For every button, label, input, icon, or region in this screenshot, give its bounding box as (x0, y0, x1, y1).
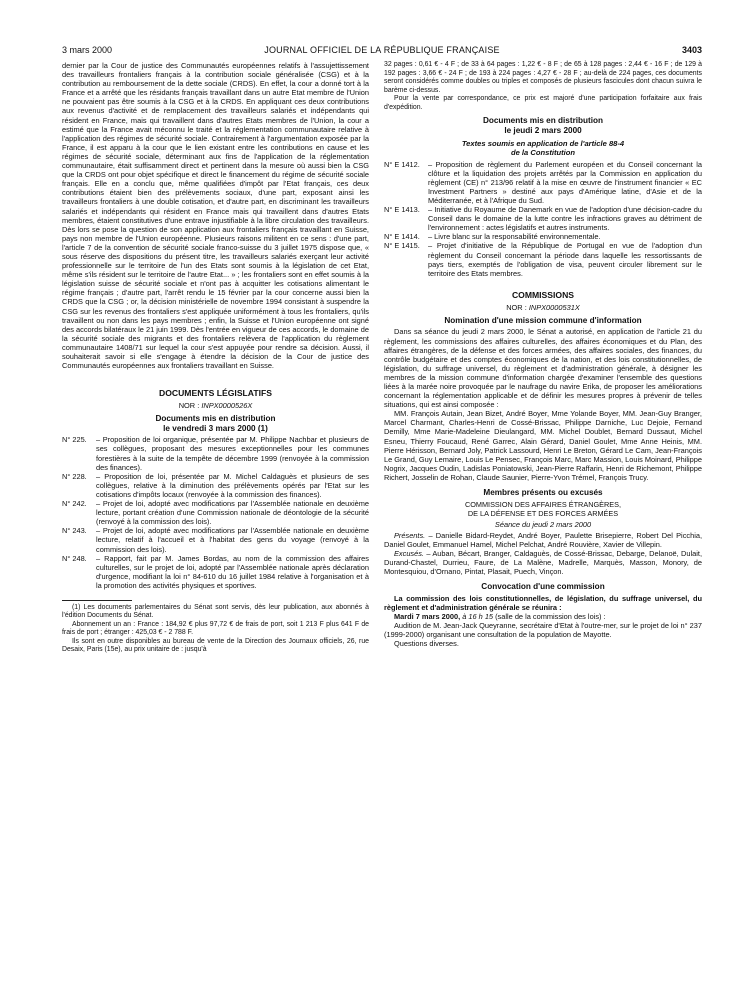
header-title: JOURNAL OFFICIEL DE LA RÉPUBLIQUE FRANÇAISE (264, 45, 500, 55)
document-item: N° 225. – Proposition de loi organique, présentée par M. Philippe Nachbar et plusieurs de ses collègues, proposant des mesures exceptionnelles pour les communes forestières à la suite de la tempête de décembre 1999 (renvoyée à la commission des finances). (62, 435, 369, 472)
footnote-sales: Ils sont en outre disponibles au bureau de vente de la Direction des Journaux officiels, 26, rue Desaix, Paris (15e), au prix unitaire de : jusqu'à (62, 637, 369, 654)
document-item: N° 243. – Projet de loi, adopté avec modifications par l'Assemblée nationale en deuxième lecture, relatif à l'accueil et à l'habitat des gens du voyage (renvoyé à la commission des lois). (62, 526, 369, 554)
questions-diverses: Questions diverses. (394, 639, 459, 649)
texts-title: Textes soumis en application de l'article 88-4 (461, 139, 625, 149)
commission-name-continued: DE LA DÉFENSE ET DES FORCES ARMÉES (467, 508, 619, 518)
document-item: N° 228. – Proposition de loi, présentée par M. Michel Caldaguès et plusieurs de ses collègues, relative à la diminution des prélèvements opérés par l'Etat sur les cotisations d'impôts locaux (renvoyée à la commission des finances). (62, 471, 369, 499)
footnote-divider (62, 600, 132, 601)
convocation-date: Mardi 7 mars 2000, à 16 h 15 (salle de la commission des lois) : (394, 611, 606, 621)
price-scale: 32 pages : 0,61 € - 4 F ; de 33 à 64 pages : 1,22 € - 8 F ; de 65 à 128 pages : 2,44 € - 16 F ; de 129 à 192 pages : 3,66 € - 24 F ; de 193 à 224 pages : 4,27 € - 28 F ; au-delà de 224 pages, ces documents seront considérés comme doubles ou triples et composés de plusieurs fascicules dont chacun suivra le barème ci-dessus. (384, 61, 702, 94)
e-document-item: N° E 1412. – Proposition de règlement du Parlement européen et du Conseil concernant la clôture et la liquidation des projets arrêtés par la Commission en application du règlement (CE) n° 213/96 relatif à la mise en œuvre de l'instrument financier « EC Investment Partners » destiné aux pays d'Amérique latine, d'Asie et de la Méditerranée, et à l'Afrique du Sud. (384, 159, 702, 205)
excuses-paragraph: Excusés. – Auban, Bécart, Branger, Caldaguès, de Cossé-Brissac, Debarge, Delanoë, Dulait, Durand-Chastel, Durrieu, Faure, de La Malène, Madrelle, Marquès, Masson, Monory, de Montesquiou, d'Ornano, Pintat, Plasait, Puech, Vinçon. (384, 548, 702, 577)
seance-date: Séance du jeudi 2 mars 2000 (494, 519, 592, 529)
e-document-item: N° E 1413. – Initiative du Royaume de Danemark en vue de l'adoption d'une décision-cadre du Conseil dans le domaine de la lutte contre les infractions graves au détriment de l'environnement : actes législatifs et autres instruments. (384, 205, 702, 233)
mission-text: Dans sa séance du jeudi 2 mars 2000, le Sénat a autorisé, en application de l'article 21 du règlement, les commissions des affaires culturelles, des affaires économiques et du Plan, des affaires étrangères, de la défense et des forces armées, des affaires sociales, des finances, du contrôle budgétaire et des comptes économiques de la nation, et des lois constitutionnelles, de législation, du suffrage universel, du règlement et d'administration générale, à désigner les membres de la mission commune d'information chargée d'examiner l'ensemble des questions liées à la marée noire provoquée par le naufrage du navire Erika, de proposer les améliorations concernant la réglementation applicable et de définir les mesures propres à prévenir de telles situations, qui est ainsi composée : (384, 327, 702, 410)
distribution-date: le vendredi 3 mars 2000 (1) (163, 423, 268, 433)
running-header (62, 43, 702, 57)
presents-paragraph: Présents. – Danielle Bidard-Reydet, André Boyer, Paulette Brisepierre, Robert Del Picchia, Daniel Goulet, Emmanuel Hamel, Michel Pelchat, André Rouvière, Xavier de Villepin. (384, 530, 702, 549)
mission-members: MM. François Autain, Jean Bizet, André Boyer, Mme Yolande Boyer, MM. Jean-Guy Branger, Marcel Charmant, Charles-Henri de Cossé-Brissac, Philippe Darniche, Luc Dejoie, Fernand Demilly, Mme Marie-Madeleine Dieulangard, MM. Michel Doublet, Bernard Dussaut, Michel Esneu, Thierry Foucaud, René Garrec, Alain Gérard, Daniel Goulet, Mme Anne Heinis, MM. Pierre Hérisson, Bernard Joly, Patrick Lassourd, Henri Le Breton, Gérard Le Cam, Jean-François Le Grand, Guy Lemaire, Louis Le Pensec, François Marc, Marc Massion, Louis Moinard, Philippe Nogrix, Jacques Oudin, Ladislas Poniatowski, Jean-Pierre Raffarin, Henri de Richemont, Philippe Richert, Josselin de Rohan, Claude Saunier, Pierre-Yvon Trémel, François Trucy. (384, 409, 702, 482)
document-item: N° 248. – Rapport, fait par M. James Bordas, au nom de la commission des affaires culturelles, sur le projet de loi, adopté par l'Assemblée nationale après déclaration d'urgence, modifiant la loi n° 84-610 du 16 juillet 1984 relative à l'organisation et à la promotion des activités physiques et sportives. (62, 553, 369, 590)
section-title-documents-legislatifs: DOCUMENTS LÉGISLATIFS (159, 388, 272, 399)
header-date: 3 mars 2000 (62, 45, 113, 55)
convocation-title: Convocation d'une commission (481, 582, 605, 592)
convocation-commission: La commission des lois constitutionnelles, de législation, du suffrage universel, du règlement et d'administration générale se réunira : (384, 593, 702, 612)
members-title: Membres présents ou excusés (483, 488, 603, 497)
e-document-item: N° E 1415. – Projet d'initiative de la République de Portugal en vue de l'adoption d'un règlement du Conseil concernant la période dans laquelle les ressortissants de pays tiers, exemptés de l'obligation de visa, peuvent circuler librement sur le territoire des Etats membres. (384, 241, 702, 278)
section-title-commissions: COMMISSIONS (511, 289, 575, 300)
document-item: N° 242. – Projet de loi, adopté avec modifications par l'Assemblée nationale en deuxième lecture, portant création d'une Commission nationale de déontologie de la sécurité (renvoyé à la commission des lois). (62, 499, 369, 527)
price-note: Pour la vente par correspondance, ce prix est majoré d'une participation forfaitaire aux frais d'expédition. (384, 95, 702, 111)
nor-reference: NOR : INPX0000526X (178, 401, 253, 411)
header-page-number: 3403 (681, 45, 702, 55)
footnote-subscription: Abonnement un an : France : 184,92 € plus 97,72 € de frais de port, soit 1 213 F plus 641 F de frais de port ; étranger : 425,03 € - 2 788 F. (62, 620, 369, 637)
mission-title: Nomination d'une mission commune d'information (444, 315, 642, 325)
convocation-text: Audition de M. Jean-Jack Queyranne, secrétaire d'Etat à l'outre-mer, sur le projet de loi n° 237 (1999-2000) organisant une consultation de la population de Mayotte. (384, 621, 702, 640)
distribution-title: Documents mis en distribution (482, 116, 604, 125)
nor-reference: NOR : INPX0000531X (506, 302, 580, 312)
distribution-title: Documents mis en distribution (155, 414, 276, 424)
left-column (62, 61, 369, 655)
commission-name: COMMISSION DES AFFAIRES ÉTRANGÈRES, (464, 499, 622, 509)
distribution-date: le jeudi 2 mars 2000 (504, 125, 582, 135)
right-column (384, 61, 702, 648)
texts-title-constitution: de la Constitution (510, 148, 576, 158)
question-text: dernier par la Cour de justice des Communautés européennes relatifs à l'assujettissement des travailleurs frontaliers français à la contribution sociale généralisée (CSG) et à la contribution au remboursement de la dette sociale (CRDS). En effet, la cour a donné tort à la France et a arrêté que les résidants français travaillant dans un autre Etat membre de l'Union ne pouvaient pas être soumis à la CSG et à la CRDS. En appliquant ces deux contributions aux revenus d'activité et de remplacement des travailleurs salariés et indépendants qui résident en France, mais qui travaillent dans d'autres Etats membres de l'Union, la cour a estimé que la France avait méconnu le traité et la réglementation communautaire relative à l'application des régimes de sécurité sociale. Contrairement à l'argumentation exposée par la France, il est apparu à la cour que le lien existant entre les contributions en cause et les régimes de sécurité sociale, déterminant aux fins de l'application de la réglementation communautaire, était suffisamment direct et pertinent dans la mesure où aussi bien la CSG que la CRDS ont pour objet spécifique et direct le financement du régime de sécurité sociale français. Elle en a conclu que, même qualifiées d'impôt par l'Etat français, ces deux contributions étaient bien des prélèvements sociaux, d'une part, exposant ainsi les travailleurs frontaliers à une double cotisation, et d'autre part, en discriminant les travailleurs salariés et indépendants qui résident en France mais qui travaillent dans d'autres Etats membres, étaient constitutives d'une entrave injustifiable à la libre circulation des travailleurs. Dès lors se pose la question de son application aux frontaliers français travaillant en Suisse, pays non membre de l'Union européenne. Plusieurs raisons militent en ce sens : d'une part, l'article 7 de la convention de sécurité sociale franco-suisse du 3 juillet 1975 dispose que, « sous réserve des dispositions du présent titre, les travailleurs salariés exerçant leur activité professionnelle sur le territoire de l'un des Etats sont soumis à la législation de cet Etat, même s'ils résident sur le territoire de l'autre Etat... » ; les frontaliers sont en effet soumis à la législation suisse de sécurité sociale et n'ont pas à acquitter les cotisations alimentant le régime français ; d'autre part, l'arrêt rendu le 15 février par la cour concerne aussi bien la CRDS que la CSG ; or, la décision ministérielle de novembre 1994 consistant à suspendre la CSG sur les revenus des frontaliers s'est appliquée uniformément à tous les frontaliers, qu'ils travaillent ou non dans les pays membres ; enfin, la Suisse et l'Union européenne ont signé des accords bilatéraux le 21 juin 1999. Dès l'entrée en vigueur de ces accords, le domaine de la sécurité sociale des migrants et des frontaliers relèvera de l'application du règlement communautaire 1408/71 sur lequel la cour s'est appuyée pour rendre sa décision. Aussi, il souhaiterait savoir si elle s'engage à étendre la décision de la Cour de justice des Communautés européennes aux frontaliers travaillant en Suisse. (62, 61, 369, 371)
footnote: (1) Les documents parlementaires du Sénat sont servis, dès leur publication, aux abonnés à l'édition Documents du Sénat. (62, 603, 369, 620)
e-document-item: N° E 1414. – Livre blanc sur la responsabilité environnementale. (384, 232, 601, 242)
